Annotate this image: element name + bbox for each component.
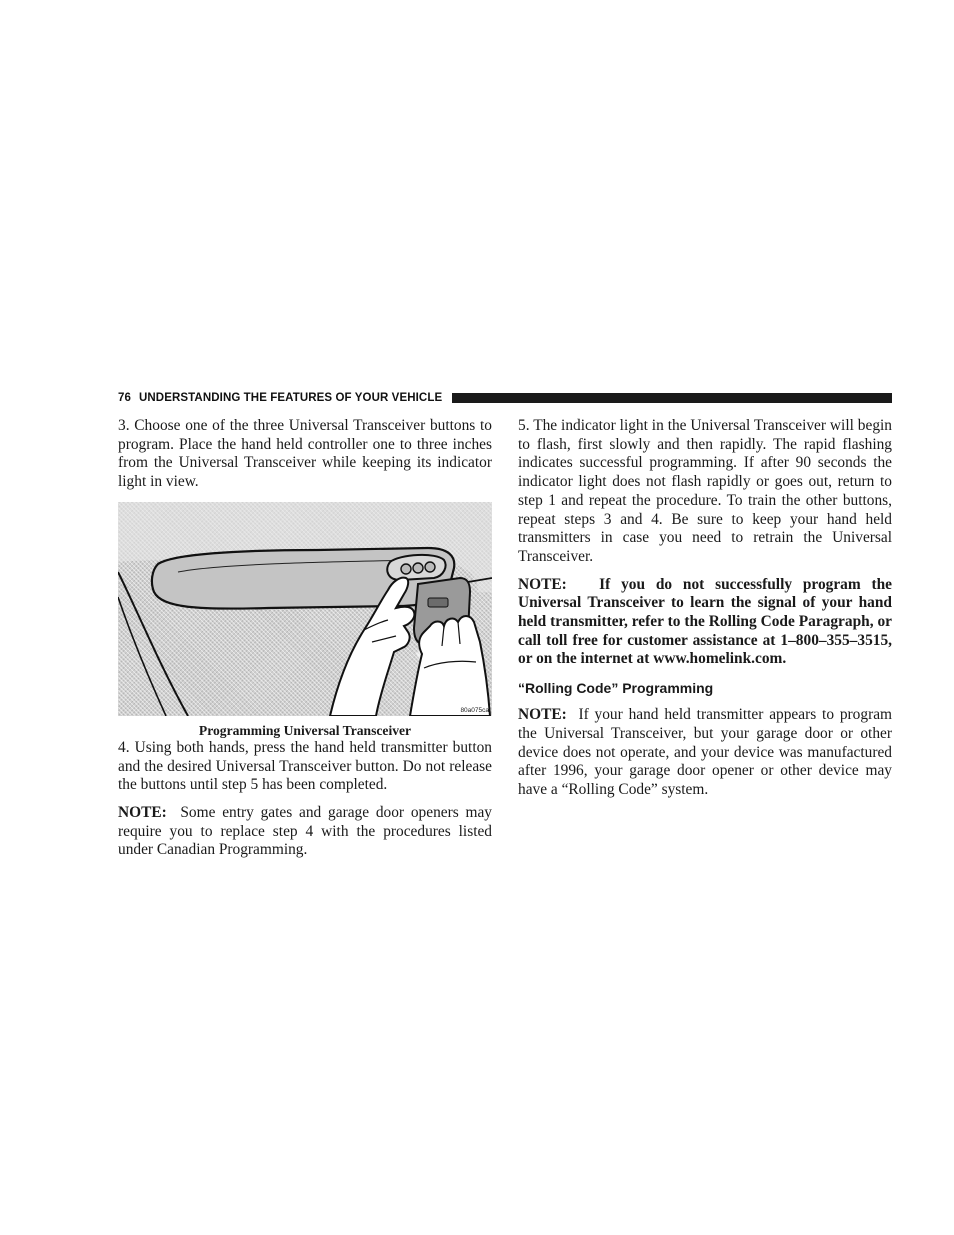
note-text: If you do not successfully program the Universal Transceiver to learn the signal of your hand held transmitter, refer to the Rolling Code Paragraph, or call toll free for customer assistance at 1–800–355–3515, or on the internet at www.homelink.com. (518, 575, 893, 668)
step-5-paragraph: 5. The indicator light in the Universal Transceiver will begin to flash, first slowly and then rapidly. The rapid flashing indicates successful programming. If after 90 seconds the indicator light does not flash rapidly or goes out, return to step 1 and repeat the procedure. To train the other buttons, repeat steps 3 and 4. Be sure to keep your hand held transmitters in case you need to retrain the Universal Transceiver. (518, 417, 892, 565)
figure-reference-code: 80a075ca (460, 706, 489, 714)
rolling-code-heading: “Rolling Code” Programming (518, 680, 714, 697)
transceiver-illustration (118, 502, 492, 716)
right-column (518, 417, 892, 800)
note-text: Some entry gates and garage door openers may require you to replace step 4 with the procedures listed under Canadian Programming. (118, 803, 492, 859)
note-label: NOTE: (118, 803, 167, 821)
note-rolling-code (518, 706, 892, 800)
left-column (118, 417, 492, 860)
hands-programming-transceiver-drawing (118, 502, 492, 716)
figure-caption: Programming Universal Transceiver (198, 722, 412, 738)
header-rule (452, 393, 892, 403)
step-3-paragraph: 3. Choose one of the three Universal Transceiver buttons to program. Place the hand held controller one to three inches from the Universal Transceiver while keeping its indicator light in view. (118, 417, 492, 491)
page-header (118, 390, 892, 405)
page-number: 76 (118, 391, 131, 404)
section-title: UNDERSTANDING THE FEATURES OF YOUR VEHICLE (139, 391, 443, 404)
note-text: If your hand held transmitter appears to program the Universal Transceiver, but your garage door or other device does not operate, and your device was manufactured after 1996, your garage door opener or other device may have a “Rolling Code” system. (518, 706, 892, 798)
note-canadian-programming (118, 804, 492, 860)
note-customer-assistance (518, 576, 892, 670)
note-label: NOTE: (518, 706, 567, 724)
step-4-paragraph: 4. Using both hands, press the hand held transmitter button and the desired Universal Transceiver button. Do not release the buttons until step 5 has been completed. (118, 738, 492, 794)
note-label: NOTE: (518, 575, 567, 593)
